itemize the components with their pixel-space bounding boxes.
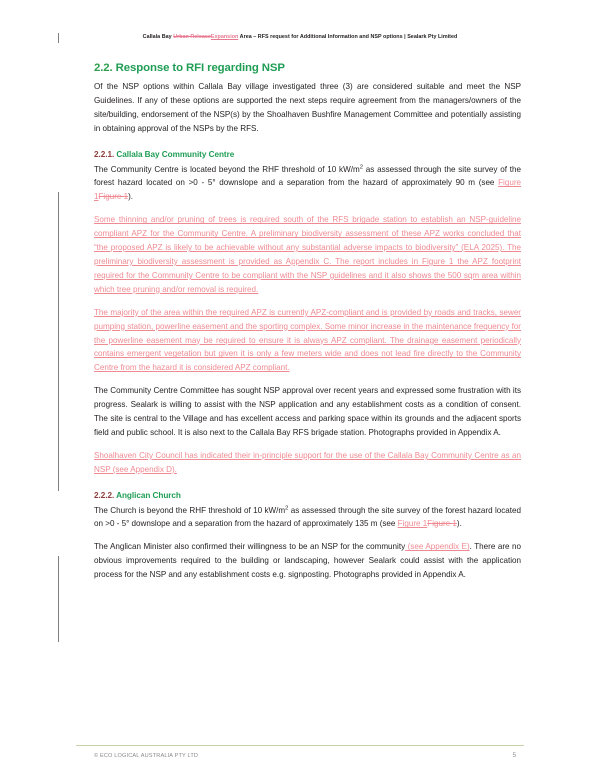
paragraph-minister-willingness xyxy=(94,540,521,582)
text-run: as assessed through the site survey of the forest hazard located on >0 - 5° downslope and a separation from the hazard of approximately 135 m (see xyxy=(94,505,521,529)
subsection-number: 2.2.1. xyxy=(94,149,115,159)
inserted-figure-reference: Figure 1 xyxy=(397,519,428,529)
paragraph-church-location xyxy=(94,504,521,532)
superscript-unit: 2 xyxy=(285,504,289,511)
subsection-number: 2.2.2. xyxy=(94,490,115,500)
text-run: ). xyxy=(456,519,462,529)
section-heading-2-2 xyxy=(94,62,521,75)
footer-divider xyxy=(76,745,524,746)
text-run: The Church is beyond the RHF threshold of 10 kW/m xyxy=(94,505,286,515)
paragraph-tracked-apz-compliance: The majority of the area within the required APZ is currently APZ-compliant and is provided by roads and tracks, sewer pumping station, powerline easement and the sporting complex. Some minor increase in the maintenance frequency for the powerline easement may be required to ensure it is always APZ compliant. The drainage easement periodically contains emergent vegetation but given it is only a few meters wide and does not lead fire directly to the Community Centre from the hazard it is considered APZ compliant. xyxy=(94,307,521,373)
header-inserted-text: Expansion xyxy=(210,34,239,40)
header-suffix: Area – RFS request for Additional Information and NSP options | Sealark Pty Limited xyxy=(238,34,458,40)
section-number: 2.2. xyxy=(94,62,113,74)
text-run: ). xyxy=(128,192,134,202)
document-body xyxy=(94,62,521,591)
paragraph-tracked-apz-thinning: Some thinning and/or pruning of trees is required south of the RFS brigade station to establish an NSP-guideline compliant APZ for the Community Centre. A preliminary biodiversity assessment of these APZ works concluded that “the proposed APZ is likely to be achievable without any substantial adverse impacts to biodiversity” (ELA 2025). The preliminary biodiversity assessment is provided as Appendix C. The report includes in Figure 1 the APZ footprint required for the Community Centre to be compliant with the NSP guidelines and it also shows the 500 sqm area within which tree pruning and/or removal is required. xyxy=(94,215,521,294)
superscript-unit: 2 xyxy=(359,163,363,170)
change-bar-community-centre xyxy=(58,192,59,491)
paragraph-committee-support: The Community Centre Committee has sought NSP approval over recent years and expressed some frustration with its progress. Sealark is willing to assist with the NSP application and any establishment costs as a condition of consent. The site is central to the Village and has excellent access and parking space within its grounds and the adjacent sports field and public school. It is also next to the Callala Bay RFS brigade station. Photographs provided in Appendix A. xyxy=(94,386,521,437)
deleted-figure-reference: Figure 1 xyxy=(98,192,129,202)
paragraph-tracked-council-support: Shoalhaven City Council has indicated their in-principle support for the use of the Callala Bay Community Centre as an NSP (see Appendix D). xyxy=(94,450,521,474)
change-bar-anglican-church xyxy=(58,556,59,642)
text-run: The Anglican Minister also confirmed their willingness to be an NSP for the community xyxy=(94,542,406,552)
text-run: as assessed through the site survey of the forest hazard located on >0 - 5° downslope and a separation from the hazard of approximately 90 m (see xyxy=(94,164,521,188)
subsection-title: Callala Bay Community Centre xyxy=(114,149,235,159)
text-run: The Community Centre is located beyond the RHF threshold of 10 kW/m xyxy=(94,164,360,174)
text-run: . There are no obvious improvements required to the building or landscaping, however Sealark could assist with the application process for the NSP and any establishment costs e.g. signposting. Photographs provided in Appendix A. xyxy=(94,542,522,580)
header-deleted-text: Urban Release xyxy=(173,34,211,40)
paragraph-intro: Of the NSP options within Callala Bay village investigated three (3) are considered suitable and meet the NSP Guidelines. If any of these options are supported the next steps require agreement from the managers/owners of the site/building, endorsement of the NSP(s) by the Shoalhaven Bushfire Management Committee and potentially assisting in obtaining approval of the NSPs by the RFS. xyxy=(94,82,521,133)
subsection-heading-2-2-2 xyxy=(94,491,521,501)
running-header xyxy=(76,34,524,40)
change-bar-header xyxy=(58,33,59,43)
paragraph-community-centre-location xyxy=(94,163,521,205)
inserted-figure-reference: Figure 1 xyxy=(94,178,521,202)
subsection-heading-2-2-1 xyxy=(94,150,521,160)
footer-copyright: © ECO LOGICAL AUSTRALIA PTY LTD xyxy=(94,753,199,759)
section-title: Response to RFI regarding NSP xyxy=(112,62,285,74)
deleted-figure-reference: Figure 1 xyxy=(427,519,457,529)
header-prefix: Callala Bay xyxy=(142,34,174,40)
footer-page-number: 5 xyxy=(512,752,516,759)
inserted-appendix-reference: (see Appendix E) xyxy=(405,542,470,552)
subsection-title: Anglican Church xyxy=(114,490,181,500)
